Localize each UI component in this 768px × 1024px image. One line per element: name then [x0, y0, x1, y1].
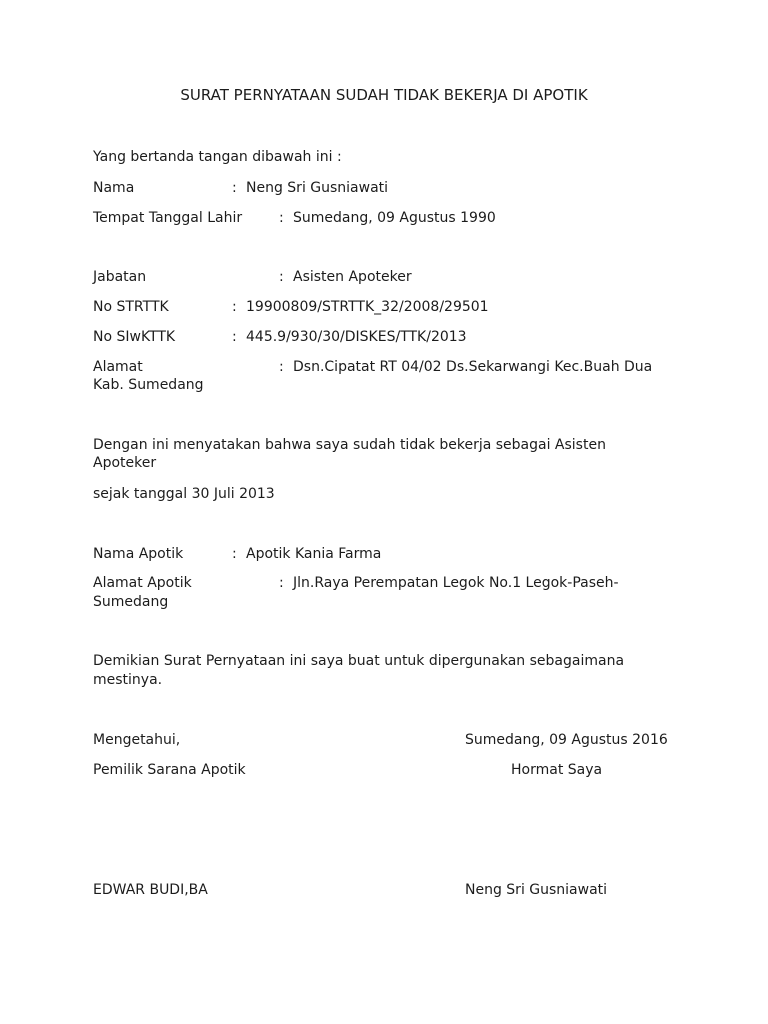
jabatan-separator: : — [279, 269, 284, 285]
siwkttk-separator: : — [232, 329, 237, 345]
closing-line-2: mestinya. — [93, 672, 163, 688]
statement-line-1: Dengan ini menyatakan bahwa saya sudah tidak bekerja sebagai Asisten — [93, 437, 606, 453]
statement-line-2: Apoteker — [93, 455, 157, 471]
letter-title: SURAT PERNYATAAN SUDAH TIDAK BEKERJA DI APOTIK — [180, 86, 588, 104]
ttl-value: Sumedang, 09 Agustus 1990 — [293, 210, 496, 226]
strttk-separator: : — [232, 299, 237, 315]
intro-text: Yang bertanda tangan dibawah ini : — [93, 149, 342, 165]
signature-right-name: Neng Sri Gusniawati — [465, 882, 608, 898]
strttk-value: 19900809/STRTTK_32/2008/29501 — [246, 299, 489, 315]
signature-left-name: EDWAR BUDI,BA — [93, 882, 208, 898]
jabatan-value: Asisten Apoteker — [293, 269, 412, 285]
signature-left-role: Pemilik Sarana Apotik — [93, 762, 246, 778]
apotik-nama-separator: : — [232, 546, 237, 562]
nama-label: Nama — [93, 180, 135, 196]
apotik-alamat-value: Jln.Raya Perempatan Legok No.1 Legok-Paseh- — [293, 575, 619, 591]
jabatan-label: Jabatan — [93, 269, 147, 285]
signature-right-role: Hormat Saya — [511, 762, 603, 778]
nama-separator: : — [232, 180, 237, 196]
alamat-value-continued: Kab. Sumedang — [93, 377, 204, 393]
ttl-separator: : — [279, 210, 284, 226]
closing-line-1: Demikian Surat Pernyataan ini saya buat untuk dipergunakan sebagaimana — [93, 653, 625, 669]
strttk-label: No STRTTK — [93, 299, 169, 315]
apotik-nama-value: Apotik Kania Farma — [246, 546, 382, 562]
ttl-label: Tempat Tanggal Lahir — [93, 210, 243, 226]
nama-value: Neng Sri Gusniawati — [246, 180, 389, 196]
siwkttk-value: 445.9/930/30/DISKES/TTK/2013 — [246, 329, 467, 345]
alamat-separator: : — [279, 359, 284, 375]
statement-date-line: sejak tanggal 30 Juli 2013 — [93, 486, 275, 502]
apotik-nama-label: Nama Apotik — [93, 546, 184, 562]
siwkttk-label: No SIwKTTK — [93, 329, 176, 345]
alamat-value: Dsn.Cipatat RT 04/02 Ds.Sekarwangi Kec.Buah Dua — [293, 359, 653, 375]
apotik-alamat-label: Alamat Apotik — [93, 575, 192, 591]
signature-left-heading: Mengetahui, — [93, 732, 181, 748]
apotik-alamat-separator: : — [279, 575, 284, 591]
alamat-label: Alamat — [93, 359, 143, 375]
apotik-alamat-value-continued: Sumedang — [93, 594, 169, 610]
signature-right-place-date: Sumedang, 09 Agustus 2016 — [465, 732, 668, 748]
